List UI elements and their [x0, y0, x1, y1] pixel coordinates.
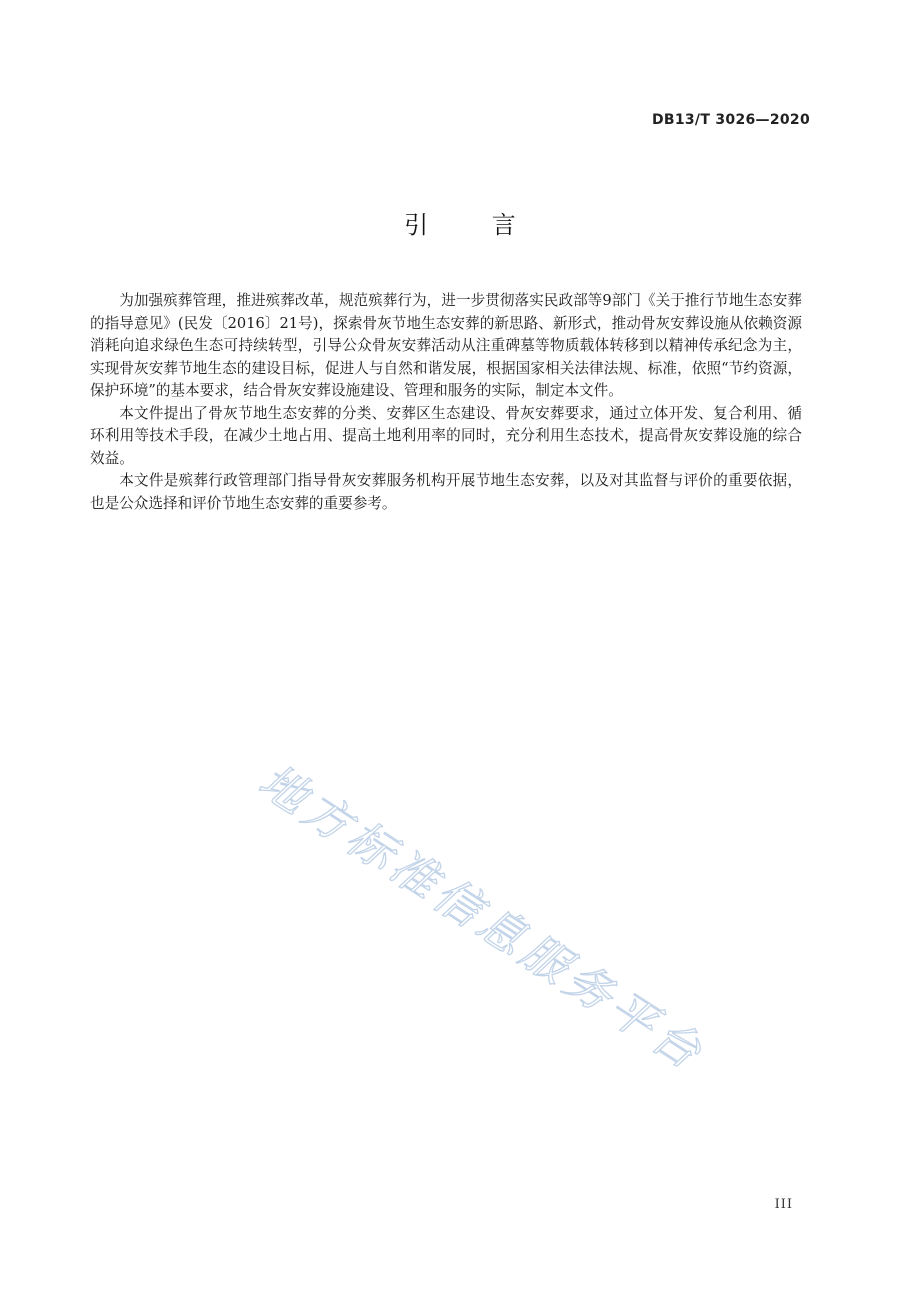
page-number: III — [774, 1197, 793, 1212]
paragraph: 本文件提出了骨灰节地生态安葬的分类、安葬区生态建设、骨灰安葬要求，通过立体开发、复合利用、循环利用等技术手段，在减少土地占用、提高土地利用率的同时，充分利用生态技术，提高骨灰安葬设施的综合效益。 — [90, 404, 802, 467]
watermark: 地方标准信息服务平台 — [249, 753, 716, 1082]
paragraph: 为加强殡葬管理，推进殡葬改革，规范殡葬行为，进一步贯彻落实民政部等9部门《关于推行节地生态安葬的指导意见》(民发〔2016〕21号)，探索骨灰节地生态安葬的新思路、新形式，推动骨灰安葬设施从依赖资源消耗向追求绿色生态可持续转型，引导公众骨灰安葬活动从注重碑墓等物质载体转移到以精神传承纪念为主，实现骨灰安葬节地生态的建设目标，促进人与自然和谐发展，根据国家相关法律法规、标准，依照“节约资源，保护环境”的基本要求，结合骨灰安葬设施建设、管理和服务的实际，制定本文件。 — [90, 292, 802, 399]
body-text — [90, 290, 802, 515]
section-title: 引 言 — [404, 211, 544, 239]
document-code: DB13/T 3026—2020 — [651, 112, 810, 128]
paragraph: 本文件是殡葬行政管理部门指导骨灰安葬服务机构开展节地生态安葬，以及对其监督与评价的重要依据，也是公众选择和评价节地生态安葬的重要参考。 — [90, 472, 802, 512]
